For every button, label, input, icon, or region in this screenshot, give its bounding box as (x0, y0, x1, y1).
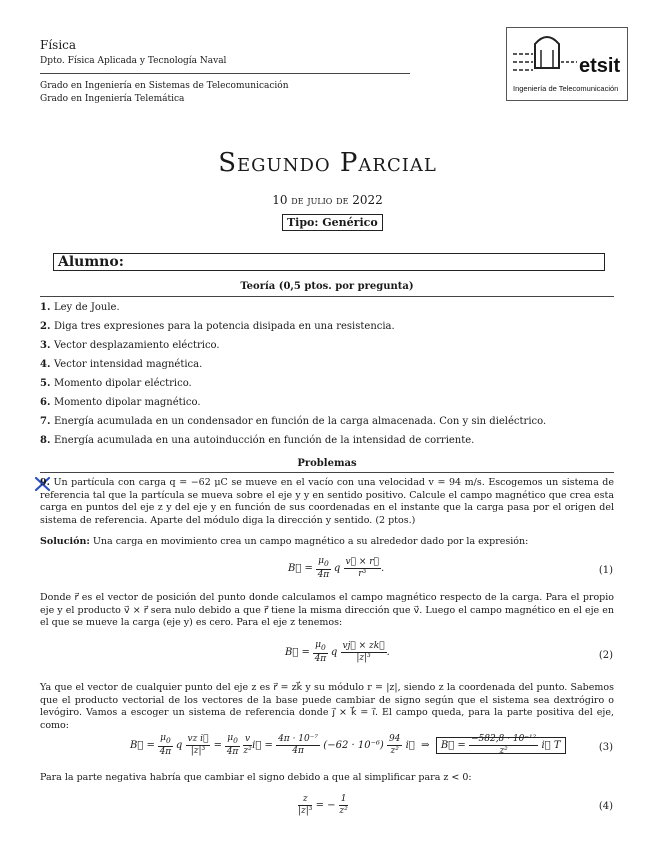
theory-divider (40, 296, 614, 297)
theory-question: 1. Ley de Joule. (40, 302, 120, 313)
theory-question: 7. Energía acumulada en un condensador en función de la carga almacenada. Con y sin dieléctrico. (40, 416, 547, 427)
theory-question: 8. Energía acumulada en una autoinducción en función de la intensidad de corriente. (40, 435, 475, 446)
logo-wordmark: etsit (579, 55, 621, 77)
etsit-logo (506, 27, 628, 101)
degree-line-1: Grado en Ingeniería en Sistemas de Telecomunicación (40, 81, 289, 91)
equation-3-number: (3) (598, 742, 613, 753)
explanation-paragraph-2: Ya que el vector de cualquier punto del eje z es r⃗ = zk⃗ y su módulo r = |z|, siendo z la coordenada del punto. Sabemos que el producto vectorial de los vectores de la base puede cambiar de signo según que el sistema sea dextrógiro o levógiro. Vamos a escoger un sistema de referencia donde j⃗ × k⃗ = i⃗. El campo queda, para la parte positiva del eje, como: (40, 682, 614, 731)
equation-3: B⃗ = $\frac{\mu_0}{4\pi}$ q $\frac{\text{vz i⃗}}{\text{|z|³}}$ = $\frac{\mu_0}{4\pi}$ $\frac{v}{\text{z²}}$ i⃗ = $\frac{\text{4π · 10⁻⁷}}{4\pi}$ (−62 · 10⁻⁶) $\frac{94}{\text{z²}}$ i⃗ ⇒ B⃗ = $\frac{\text{−582,8 · 10⁻¹²}}{\text{z²}}$ i⃗ T (130, 733, 566, 758)
problems-divider (40, 472, 614, 473)
theory-question: 4. Vector intensidad magnética. (40, 359, 203, 370)
theory-question: 2. Diga tres expresiones para la potencia disipada en una resistencia. (40, 321, 395, 332)
solution-intro: Solución: Una carga en movimiento crea un campo magnético a su alrededor dado por la expresión: (40, 536, 529, 547)
theory-question: 5. Momento dipolar eléctrico. (40, 378, 192, 389)
theory-question: 6. Momento dipolar magnético. (40, 397, 201, 408)
explanation-paragraph-3: Para la parte negativa habría que cambiar el signo debido a que al simplificar para z < 0: (40, 772, 472, 783)
theory-title: Teoría (0,5 ptos. por pregunta) (240, 281, 414, 292)
subject-title: Física (40, 38, 77, 52)
header-divider (40, 73, 410, 74)
exam-type-box: Tipo: Genérico (282, 214, 383, 231)
equation-1: B⃗ = $\frac{\mu_0}{4\pi}$ q $\frac{v⃗ \times r⃗}{\text{r³}}$ . (288, 556, 385, 580)
department-name: Dpto. Física Aplicada y Tecnología Naval (40, 56, 227, 66)
explanation-paragraph-1: Donde r⃗ es el vector de posición del punto donde calculamos el campo magnético respecto de la carga. Para el propio eje y el producto v⃗ × r⃗ sera nulo debido a que r⃗ tiene la misma dirección que v⃗. Luego el campo magnético en el eje en el que se mueve la carga (eje y) es cero. Para el eje z tenemos: (40, 592, 614, 628)
exam-title: Segundo Parcial (218, 148, 437, 178)
equation-2-number: (2) (598, 650, 613, 661)
equation-4: $\frac{z}{\text{|z|³}}$ = − $\frac{1}{\text{z²}}$ (298, 794, 348, 816)
logo-subtitle: Ingeniería de Telecomunicación (513, 84, 619, 93)
problem-9-statement: 9. Un partícula con carga q = −62 μC se mueve en el vacío con una velocidad v = 94 m/s. Escogemos un sistema de referencia tal que la partícula se mueva sobre el eje y y en sentido positivo. Calcule el campo magnético que crea esta carga en puntos del eje z y del eje y en función de sus coordenadas en el instante que la carga pasa por el origen del sistema de referencia. Aparte del módulo diga la dirección y sentido. (2 ptos.) (40, 477, 614, 526)
student-name-box: Alumno: (53, 253, 605, 271)
degree-line-2: Grado en Ingeniería Telemática (40, 94, 185, 104)
exam-date: 10 de julio de 2022 (272, 193, 383, 207)
equation-2: B⃗ = $\frac{\mu_0}{4\pi}$ q $\frac{vj⃗ \times zk⃗}{\text{|z|³}}$ . (285, 640, 390, 664)
problems-title: Problemas (297, 458, 357, 469)
equation-4-number: (4) (598, 801, 613, 812)
equation-1-number: (1) (598, 565, 613, 576)
theory-question: 3. Vector desplazamiento eléctrico. (40, 340, 220, 351)
